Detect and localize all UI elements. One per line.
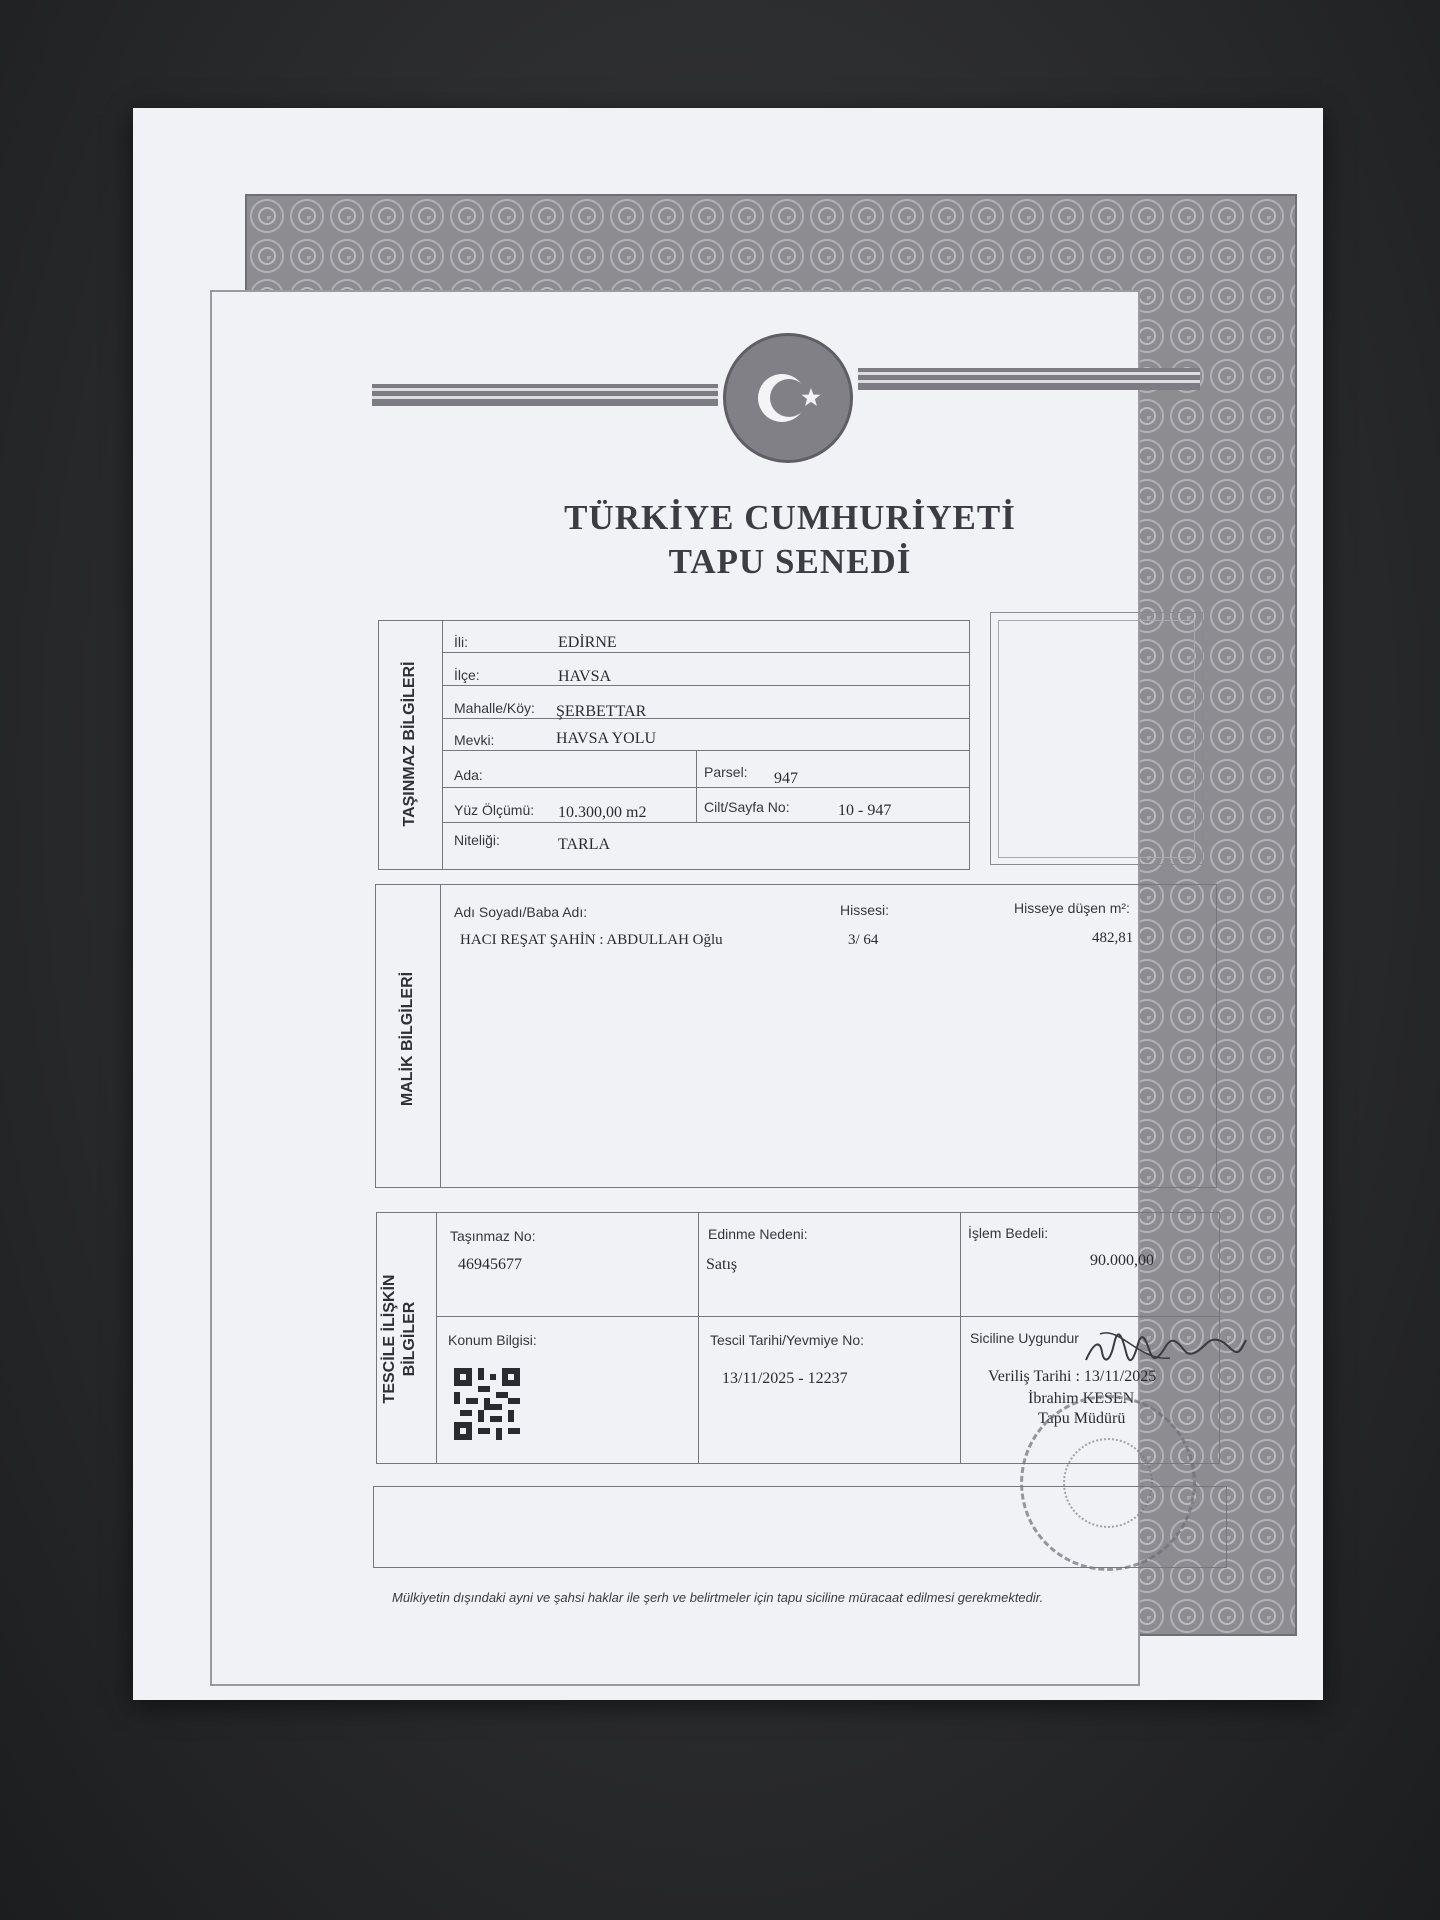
photo-box-inner: [998, 620, 1195, 858]
mudur-name: İbrahim KESEN: [1028, 1390, 1135, 1407]
tasinmaz-no-value: 46945677: [458, 1256, 522, 1273]
malik-section: [375, 884, 1217, 1188]
ada-label: Ada:: [454, 767, 483, 783]
malik-area-header: Hisseye düşen m²:: [1014, 900, 1130, 916]
edinme-value: Satış: [706, 1256, 738, 1273]
mahalle-value: ŞERBETTAR: [556, 703, 647, 720]
tescil-tarihi-label: Tescil Tarihi/Yevmiye No:: [710, 1332, 865, 1348]
mudur-title: Tapu Müdürü: [1038, 1410, 1126, 1427]
malik-share: 3/ 64: [848, 932, 879, 948]
mevki-label: Mevki:: [454, 732, 495, 748]
tasinmaz-section-label: TAŞINMAZ BİLGİLERİ: [401, 661, 418, 827]
yuz-olcumu-label: Yüz Ölçümü:: [454, 802, 535, 818]
nitelik-label: Niteliği:: [454, 832, 500, 848]
malik-section-label: MALİK BİLGİLERİ: [399, 971, 416, 1107]
edinme-label: Edinme Nedeni:: [708, 1226, 808, 1242]
tescil-tarihi-value: 13/11/2025 - 12237: [722, 1370, 848, 1387]
konum-label: Konum Bilgisi:: [448, 1332, 537, 1348]
islem-label: İşlem Bedeli:: [968, 1225, 1049, 1241]
page-subtitle: TAPU SENEDİ: [668, 542, 912, 581]
signature-icon: [1080, 1322, 1250, 1372]
cilt-sayfa-value: 10 - 947: [838, 802, 892, 819]
qr-code-icon: [454, 1367, 520, 1441]
tescil-section-label-1: TESCİLE İLİŞKİN: [381, 1274, 398, 1404]
cilt-sayfa-label: Cilt/Sayfa No:: [704, 799, 790, 815]
crescent-star-icon: [723, 333, 853, 463]
sicil-label: Siciline Uygundur: [970, 1330, 1079, 1346]
page-title: TÜRKİYE CUMHURİYETİ: [564, 498, 1016, 537]
ilce-label: İlçe:: [454, 667, 480, 683]
nitelik-value: TARLA: [558, 836, 611, 853]
ilce-value: HAVSA: [558, 668, 612, 685]
islem-value: 90.000,00: [1090, 1252, 1154, 1269]
tescil-section-label-2: BİLGİLER: [401, 1301, 418, 1377]
parsel-value: 947: [774, 770, 798, 787]
tasinmaz-no-label: Taşınmaz No:: [450, 1228, 536, 1244]
verilis-tarihi: Veriliş Tarihi : 13/11/2025: [988, 1368, 1157, 1385]
notes-box: [373, 1486, 1227, 1568]
malik-name: HACI REŞAT ŞAHİN : ABDULLAH Oğlu: [460, 932, 723, 948]
header-stripe-right: [858, 368, 1200, 390]
header-stripe-left: [372, 384, 718, 406]
il-label: İli:: [454, 634, 468, 650]
footer-note: Mülkiyetin dışındaki ayni ve şahsi haklar ile şerh ve belirtmeler için tapu siciline müracaat edilmesi gerekmektedir.: [392, 1590, 1044, 1605]
yuz-olcumu-value: 10.300,00 m2: [558, 804, 647, 821]
mevki-value: HAVSA YOLU: [556, 730, 657, 747]
il-value: EDİRNE: [558, 634, 617, 651]
parsel-label: Parsel:: [704, 764, 748, 780]
malik-share-header: Hissesi:: [840, 902, 890, 918]
malik-area: 482,81: [1092, 930, 1134, 946]
mahalle-label: Mahalle/Köy:: [454, 700, 535, 716]
malik-name-header: Adı Soyadı/Baba Adı:: [454, 904, 588, 920]
